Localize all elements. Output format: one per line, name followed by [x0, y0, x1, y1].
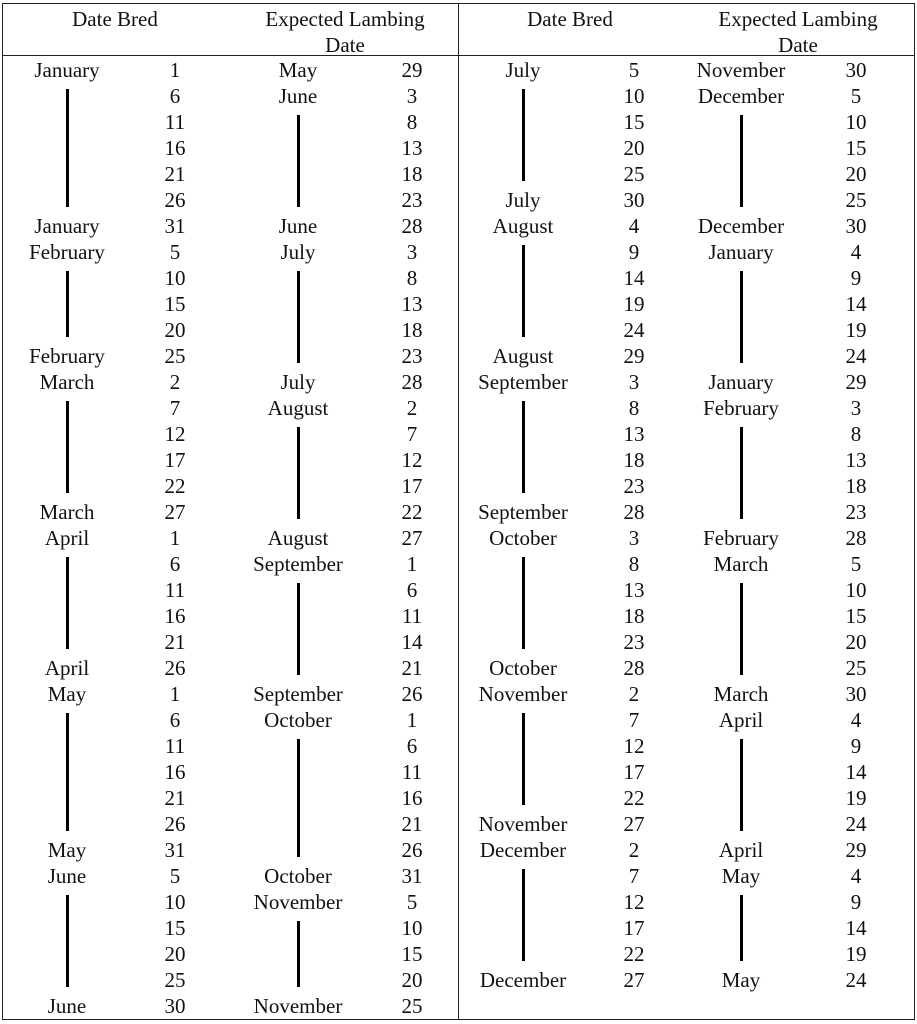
lambing-day: 4	[850, 240, 862, 264]
lambing-day: 21	[401, 812, 423, 836]
lambing-continuation-line	[740, 115, 743, 207]
bred-day: 16	[164, 136, 186, 160]
lambing-day: 3	[406, 84, 418, 108]
bred-day: 1	[169, 682, 181, 706]
lambing-day: 14	[845, 292, 867, 316]
bred-month: April	[44, 656, 90, 680]
lambing-month: March	[713, 552, 769, 576]
bred-continuation-line	[66, 895, 69, 987]
lambing-continuation-line	[297, 427, 300, 519]
bred-day: 11	[164, 734, 186, 758]
lambing-day: 6	[406, 734, 418, 758]
bred-day: 14	[623, 266, 645, 290]
lambing-continuation-line	[740, 271, 743, 363]
lambing-day: 8	[850, 422, 862, 446]
lambing-month: January	[708, 240, 774, 264]
lambing-continuation-line	[297, 921, 300, 987]
lambing-day: 24	[845, 812, 867, 836]
bred-day: 21	[164, 630, 186, 654]
bred-continuation-line	[522, 401, 525, 493]
lambing-day: 24	[845, 968, 867, 992]
lambing-month: April	[718, 838, 764, 862]
bred-month: October	[489, 526, 557, 550]
bred-day: 2	[628, 682, 640, 706]
lambing-day: 25	[401, 994, 423, 1018]
bred-day: 5	[628, 58, 640, 82]
lambing-month: November	[253, 890, 343, 914]
bred-continuation-line	[66, 713, 69, 831]
bred-month: August	[492, 344, 554, 368]
lambing-day: 11	[401, 760, 423, 784]
center-divider	[458, 3, 459, 1020]
bred-day: 30	[623, 188, 645, 212]
bred-day: 7	[628, 708, 640, 732]
bred-day: 19	[623, 292, 645, 316]
lambing-day: 22	[401, 500, 423, 524]
bred-day: 5	[169, 240, 181, 264]
bred-day: 6	[169, 708, 181, 732]
lambing-month: January	[708, 370, 774, 394]
lambing-month: November	[253, 994, 343, 1018]
bred-day: 25	[623, 162, 645, 186]
lambing-day: 14	[401, 630, 423, 654]
lambing-day: 6	[406, 578, 418, 602]
bred-day: 28	[623, 656, 645, 680]
header-date-bred-right: Date Bred	[527, 7, 613, 31]
lambing-day: 30	[845, 58, 867, 82]
lambing-day: 10	[845, 578, 867, 602]
lambing-day: 7	[406, 422, 418, 446]
bred-day: 29	[623, 344, 645, 368]
lambing-month: November	[696, 58, 786, 82]
bred-month: November	[478, 682, 568, 706]
bred-day: 31	[164, 214, 186, 238]
lambing-day: 4	[850, 708, 862, 732]
lambing-day: 13	[845, 448, 867, 472]
lambing-day: 15	[401, 942, 423, 966]
lambing-day: 5	[850, 84, 862, 108]
lambing-day: 10	[845, 110, 867, 134]
bred-day: 8	[628, 552, 640, 576]
bred-month: July	[505, 58, 541, 82]
bred-day: 12	[623, 890, 645, 914]
lambing-day: 11	[401, 604, 423, 628]
lambing-day: 3	[406, 240, 418, 264]
bred-day: 1	[169, 526, 181, 550]
bred-month: February	[29, 344, 105, 368]
bred-month: January	[34, 58, 100, 82]
lambing-day: 5	[406, 890, 418, 914]
lambing-month: February	[703, 396, 779, 420]
bred-day: 10	[164, 890, 186, 914]
lambing-month: May	[721, 968, 761, 992]
bred-day: 9	[628, 240, 640, 264]
lambing-month: July	[280, 240, 316, 264]
lambing-day: 27	[401, 526, 423, 550]
lambing-month: July	[280, 370, 316, 394]
bred-month: November	[478, 812, 568, 836]
lambing-month: August	[267, 526, 329, 550]
header-expected-lambing-line2: Date	[778, 33, 818, 57]
bred-month: January	[34, 214, 100, 238]
lambing-day: 15	[845, 136, 867, 160]
bred-month: February	[29, 240, 105, 264]
bred-continuation-line	[66, 89, 69, 207]
bred-month: December	[479, 838, 567, 862]
bred-day: 20	[623, 136, 645, 160]
bred-month: August	[492, 214, 554, 238]
lambing-month: October	[264, 708, 332, 732]
lambing-continuation-line	[740, 583, 743, 675]
header-expected-lambing-line1: Expected Lambing	[265, 7, 425, 31]
bred-day: 20	[164, 318, 186, 342]
lambing-day: 20	[845, 162, 867, 186]
bred-day: 17	[623, 760, 645, 784]
lambing-day: 18	[845, 474, 867, 498]
lambing-day: 26	[401, 682, 423, 706]
lambing-month: June	[278, 84, 318, 108]
lambing-day: 30	[845, 214, 867, 238]
bred-month: May	[47, 838, 87, 862]
lambing-day: 23	[845, 500, 867, 524]
bred-day: 22	[164, 474, 186, 498]
lambing-day: 24	[845, 344, 867, 368]
lambing-day: 2	[406, 396, 418, 420]
lambing-day: 3	[850, 396, 862, 420]
bred-day: 20	[164, 942, 186, 966]
lambing-day: 18	[401, 318, 423, 342]
lambing-day: 25	[845, 188, 867, 212]
bred-day: 17	[623, 916, 645, 940]
lambing-day: 14	[845, 916, 867, 940]
bred-day: 16	[164, 760, 186, 784]
lambing-month: May	[721, 864, 761, 888]
lambing-month: May	[278, 58, 318, 82]
bred-day: 12	[164, 422, 186, 446]
bred-month: October	[489, 656, 557, 680]
lambing-continuation-line	[740, 739, 743, 831]
bred-day: 26	[164, 656, 186, 680]
lambing-day: 14	[845, 760, 867, 784]
lambing-day: 19	[845, 786, 867, 810]
bred-day: 22	[623, 942, 645, 966]
lambing-day: 8	[406, 266, 418, 290]
bred-day: 21	[164, 786, 186, 810]
lambing-day: 5	[850, 552, 862, 576]
bred-day: 18	[623, 448, 645, 472]
bred-day: 24	[623, 318, 645, 342]
lambing-month: October	[264, 864, 332, 888]
lambing-continuation-line	[297, 583, 300, 675]
bred-day: 26	[164, 188, 186, 212]
bred-day: 7	[169, 396, 181, 420]
lambing-month: March	[713, 682, 769, 706]
bred-month: December	[479, 968, 567, 992]
bred-month: March	[39, 500, 95, 524]
lambing-day: 23	[401, 188, 423, 212]
lambing-month: September	[253, 682, 343, 706]
bred-day: 6	[169, 552, 181, 576]
bred-continuation-line	[66, 271, 69, 337]
lambing-month: April	[718, 708, 764, 732]
bred-continuation-line	[522, 713, 525, 805]
lambing-day: 30	[845, 682, 867, 706]
lambing-day: 20	[845, 630, 867, 654]
lambing-month: September	[253, 552, 343, 576]
lambing-month: June	[278, 214, 318, 238]
bred-month: May	[47, 682, 87, 706]
lambing-continuation-line	[297, 115, 300, 207]
bred-day: 7	[628, 864, 640, 888]
bred-continuation-line	[66, 401, 69, 493]
bred-day: 2	[628, 838, 640, 862]
bred-month: September	[478, 500, 568, 524]
lambing-day: 25	[845, 656, 867, 680]
lambing-day: 23	[401, 344, 423, 368]
bred-day: 23	[623, 474, 645, 498]
lambing-day: 29	[845, 370, 867, 394]
lambing-day: 4	[850, 864, 862, 888]
lambing-day: 28	[845, 526, 867, 550]
lambing-month: February	[703, 526, 779, 550]
bred-day: 30	[164, 994, 186, 1018]
bred-day: 25	[164, 968, 186, 992]
bred-day: 10	[164, 266, 186, 290]
bred-day: 2	[169, 370, 181, 394]
bred-continuation-line	[522, 89, 525, 181]
lambing-day: 26	[401, 838, 423, 862]
bred-day: 15	[164, 292, 186, 316]
lambing-day: 8	[406, 110, 418, 134]
lambing-day: 19	[845, 942, 867, 966]
header-expected-lambing-right	[683, 6, 913, 58]
lambing-day: 10	[401, 916, 423, 940]
lambing-day: 29	[845, 838, 867, 862]
bred-day: 12	[623, 734, 645, 758]
lambing-day: 28	[401, 370, 423, 394]
lambing-day: 17	[401, 474, 423, 498]
lambing-day: 13	[401, 136, 423, 160]
bred-day: 18	[623, 604, 645, 628]
bred-day: 3	[628, 526, 640, 550]
lambing-continuation-line	[740, 895, 743, 961]
bred-day: 6	[169, 84, 181, 108]
bred-day: 15	[623, 110, 645, 134]
lambing-day: 1	[406, 708, 418, 732]
bred-day: 27	[623, 812, 645, 836]
bred-day: 31	[164, 838, 186, 862]
bred-day: 27	[623, 968, 645, 992]
lambing-month: August	[267, 396, 329, 420]
bred-day: 27	[164, 500, 186, 524]
header-expected-lambing-line1: Expected Lambing	[718, 7, 878, 31]
lambing-continuation-line	[740, 427, 743, 519]
lambing-day: 1	[406, 552, 418, 576]
lambing-day: 19	[845, 318, 867, 342]
lambing-day: 29	[401, 58, 423, 82]
bred-day: 16	[164, 604, 186, 628]
lambing-continuation-line	[297, 271, 300, 363]
header-expected-lambing-line2: Date	[325, 33, 365, 57]
bred-continuation-line	[522, 869, 525, 961]
bred-month: June	[47, 864, 87, 888]
lambing-day: 16	[401, 786, 423, 810]
bred-continuation-line	[522, 245, 525, 337]
bred-day: 13	[623, 578, 645, 602]
bred-day: 8	[628, 396, 640, 420]
bred-day: 26	[164, 812, 186, 836]
bred-day: 17	[164, 448, 186, 472]
lambing-day: 9	[850, 890, 862, 914]
lambing-day: 21	[401, 656, 423, 680]
lambing-day: 31	[401, 864, 423, 888]
lambing-day: 12	[401, 448, 423, 472]
header-date-bred-left: Date Bred	[72, 7, 158, 31]
bred-day: 13	[623, 422, 645, 446]
bred-month: March	[39, 370, 95, 394]
bred-month: September	[478, 370, 568, 394]
bred-day: 28	[623, 500, 645, 524]
lambing-month: December	[697, 214, 785, 238]
lambing-day: 20	[401, 968, 423, 992]
header-expected-lambing-left	[230, 6, 460, 58]
bred-day: 10	[623, 84, 645, 108]
bred-day: 11	[164, 578, 186, 602]
bred-day: 4	[628, 214, 640, 238]
bred-month: June	[47, 994, 87, 1018]
lambing-day: 9	[850, 734, 862, 758]
bred-continuation-line	[66, 557, 69, 649]
bred-day: 25	[164, 344, 186, 368]
lambing-month: December	[697, 84, 785, 108]
lambing-continuation-line	[297, 739, 300, 857]
bred-day: 11	[164, 110, 186, 134]
bred-day: 3	[628, 370, 640, 394]
bred-day: 5	[169, 864, 181, 888]
bred-day: 21	[164, 162, 186, 186]
lambing-day: 9	[850, 266, 862, 290]
bred-day: 22	[623, 786, 645, 810]
lambing-day: 15	[845, 604, 867, 628]
bred-day: 1	[169, 58, 181, 82]
bred-continuation-line	[522, 557, 525, 649]
bred-day: 23	[623, 630, 645, 654]
bred-month: July	[505, 188, 541, 212]
bred-day: 15	[164, 916, 186, 940]
lambing-day: 28	[401, 214, 423, 238]
bred-month: April	[44, 526, 90, 550]
lambing-day: 13	[401, 292, 423, 316]
lambing-day: 18	[401, 162, 423, 186]
